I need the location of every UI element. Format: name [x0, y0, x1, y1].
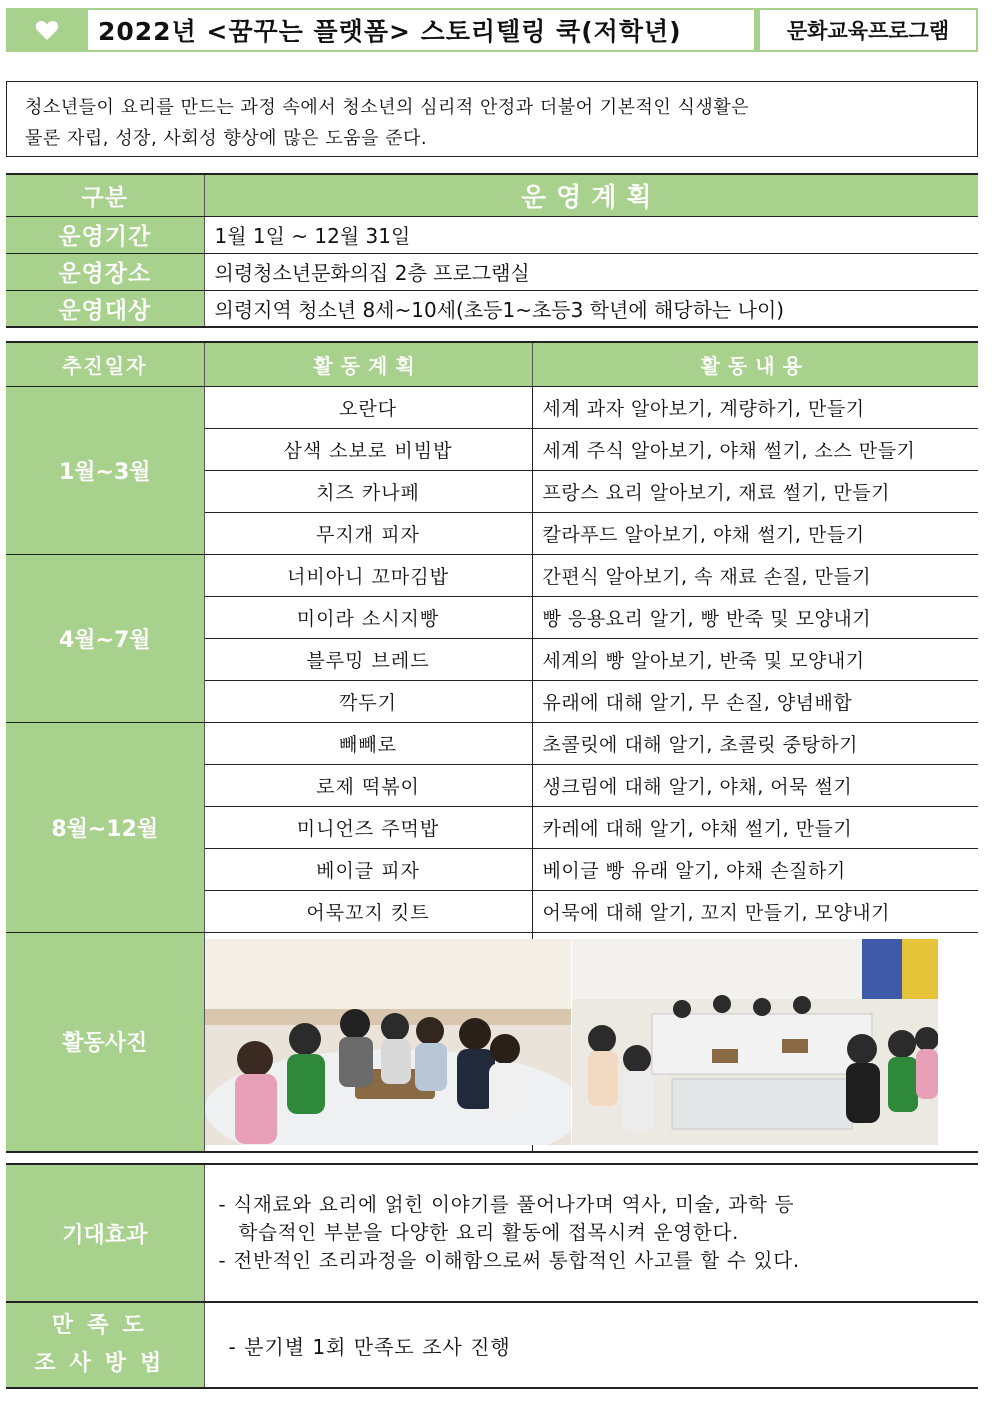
table-row [6, 386, 978, 428]
overview-value-place: 의령청소년문화의집 2층 프로그램실 [204, 253, 978, 290]
satisfaction-row [6, 1302, 978, 1388]
period-q3: 8월~12월 [6, 722, 204, 932]
activity-plan: 어묵꼬지 킷트 [204, 890, 532, 932]
effects-line-3: - 전반적인 조리과정을 이해함으로써 통합적인 사고를 할 수 있다. [218, 1249, 800, 1272]
schedule-col-plan: 활동계획 [204, 342, 532, 386]
activity-plan: 무지개 피자 [204, 512, 532, 554]
overview-header-row [6, 174, 978, 216]
activity-content: 빵 응용요리 알기, 빵 반죽 및 모양내기 [532, 596, 978, 638]
overview-label-place: 운영장소 [6, 253, 204, 290]
activity-plan: 미이라 소시지빵 [204, 596, 532, 638]
satisfaction-label [6, 1302, 204, 1388]
activity-content: 프랑스 요리 알아보기, 재료 썰기, 만들기 [532, 470, 978, 512]
overview-value-target: 의령지역 청소년 8세~10세(초등1~초등3 학년에 해당하는 나이) [204, 290, 978, 327]
activity-content: 세계 과자 알아보기, 계량하기, 만들기 [532, 386, 978, 428]
photo-row [6, 932, 978, 1152]
effects-table [6, 1163, 978, 1389]
table-row [6, 722, 978, 764]
photo-cell-1 [204, 932, 532, 1152]
activity-plan: 빼빼로 [204, 722, 532, 764]
activity-plan: 오란다 [204, 386, 532, 428]
satisfaction-label-line-2: 조사방법 [34, 1351, 176, 1376]
activity-content: 세계의 빵 알아보기, 반죽 및 모양내기 [532, 638, 978, 680]
activity-plan: 너비아니 꼬마김밥 [204, 554, 532, 596]
intro-box [6, 81, 978, 157]
effects-label: 기대효과 [6, 1164, 204, 1302]
effects-row [6, 1164, 978, 1302]
program-category: 문화교육프로그램 [760, 8, 978, 52]
activity-content: 초콜릿에 대해 알기, 초콜릿 중탕하기 [532, 722, 978, 764]
overview-row-place [6, 253, 978, 290]
activity-plan: 치즈 카나페 [204, 470, 532, 512]
activity-photo-2 [572, 939, 938, 1145]
overview-row-period [6, 216, 978, 253]
heart-badge [6, 8, 88, 52]
activity-plan: 블루밍 브레드 [204, 638, 532, 680]
activity-plan: 베이글 피자 [204, 848, 532, 890]
overview-col-plan: 운영계획 [204, 174, 978, 216]
document-header [6, 8, 978, 52]
period-q2: 4월~7월 [6, 554, 204, 722]
activity-photo-1 [205, 939, 571, 1145]
overview-value-period: 1월 1일 ~ 12월 31일 [204, 216, 978, 253]
overview-row-target [6, 290, 978, 327]
schedule-header-row [6, 342, 978, 386]
overview-col-label: 구분 [6, 174, 204, 216]
page-title: 2022년 <꿈꾸는 플랫폼> 스토리텔링 쿡(저학년) [88, 8, 756, 52]
effects-content [204, 1164, 978, 1302]
overview-label-period: 운영기간 [6, 216, 204, 253]
activity-content: 카레에 대해 알기, 야채 썰기, 만들기 [532, 806, 978, 848]
activity-content: 간편식 알아보기, 속 재료 손질, 만들기 [532, 554, 978, 596]
activity-content: 유래에 대해 알기, 무 손질, 양념배합 [532, 680, 978, 722]
activity-plan: 미니언즈 주먹밥 [204, 806, 532, 848]
activity-content: 세계 주식 알아보기, 야채 썰기, 소스 만들기 [532, 428, 978, 470]
schedule-col-content: 활동내용 [532, 342, 978, 386]
activity-content: 어묵에 대해 알기, 꼬지 만들기, 모양내기 [532, 890, 978, 932]
activity-plan: 삼색 소보로 비빔밥 [204, 428, 532, 470]
activity-content: 생크림에 대해 알기, 야채, 어묵 썰기 [532, 764, 978, 806]
effects-line-2: 학습적인 부분을 다양한 요리 활동에 접목시켜 운영한다. [238, 1221, 740, 1244]
heart-icon [35, 19, 59, 41]
satisfaction-label-line-1: 만족도 [51, 1313, 158, 1338]
table-row [6, 554, 978, 596]
schedule-table [6, 341, 978, 1153]
photo-label: 활동사진 [6, 932, 204, 1152]
activity-plan: 로제 떡볶이 [204, 764, 532, 806]
activity-content: 칼라푸드 알아보기, 야채 썰기, 만들기 [532, 512, 978, 554]
activity-content: 베이글 빵 유래 알기, 야채 손질하기 [532, 848, 978, 890]
overview-label-target: 운영대상 [6, 290, 204, 327]
period-q1: 1월~3월 [6, 386, 204, 554]
effects-line-1: - 식재료와 요리에 얽힌 이야기를 풀어나가며 역사, 미술, 과학 등 [218, 1193, 795, 1216]
intro-line-2: 물론 자립, 성장, 사회성 향상에 많은 도움을 준다. [25, 128, 428, 149]
photo-cell-2 [532, 932, 978, 1152]
intro-line-1: 청소년들이 요리를 만드는 과정 속에서 청소년의 심리적 안정과 더불어 기본적인 식생활은 [25, 97, 750, 118]
schedule-col-date: 추진일자 [6, 342, 204, 386]
activity-plan: 깍두기 [204, 680, 532, 722]
overview-table [6, 173, 978, 328]
satisfaction-value: - 분기별 1회 만족도 조사 진행 [204, 1302, 978, 1388]
